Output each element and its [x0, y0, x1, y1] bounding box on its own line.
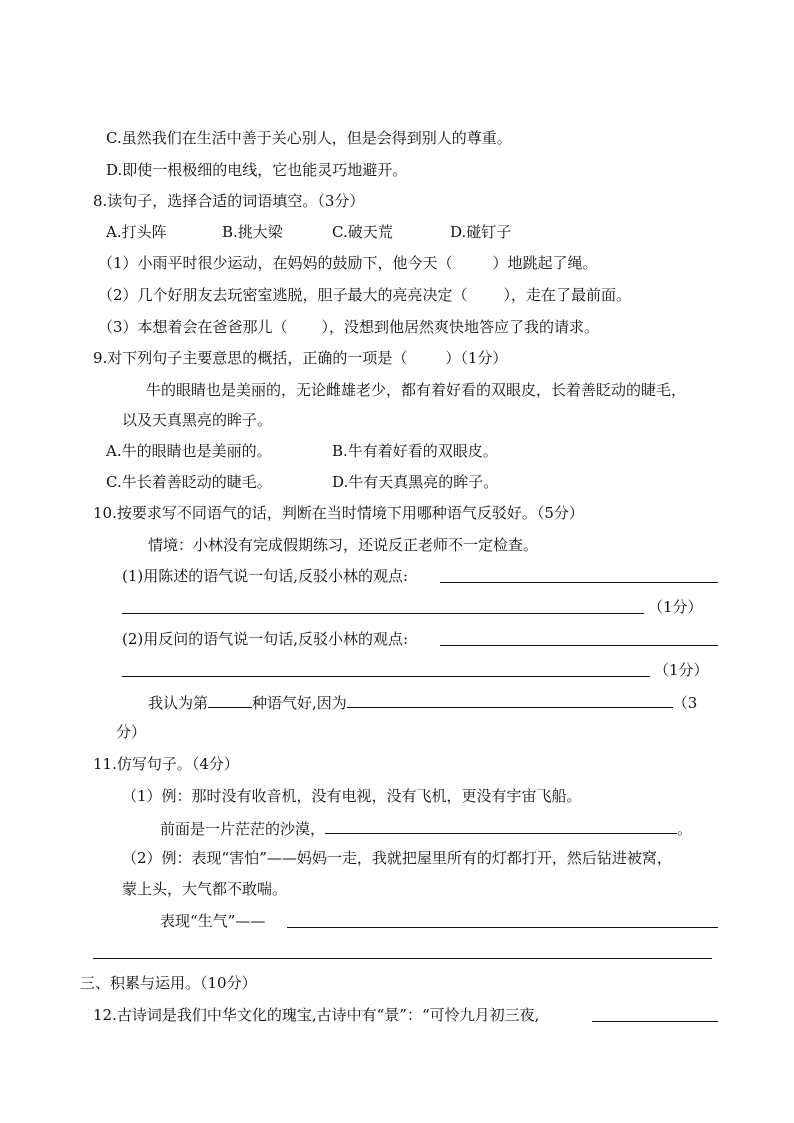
q11-title: 11.仿写句子。（4分） — [93, 755, 239, 773]
q10-part1-answer-line-2[interactable] — [122, 613, 644, 614]
q11-example-1-period: 。 — [677, 820, 693, 838]
q9-title — [93, 348, 507, 368]
q10-context: 情境：小林没有完成假期练习，还说反正老师不一定检查。 — [148, 536, 539, 554]
q11-example-1: （1）例：那时没有收音机，没有电视，没有飞机，更没有宇宙飞船。 — [122, 787, 582, 805]
q10-part1-prompt: (1)用陈述的语气说一句话,反驳小林的观点: — [122, 567, 409, 585]
q11-example-1-prompt: 前面是一片茫茫的沙漠， — [160, 820, 326, 838]
q9-passage-line-2: 以及天真黑亮的眸子。 — [122, 411, 273, 429]
q8-option-c: C.破天荒 — [332, 223, 393, 241]
q11-example-1-answer-blank[interactable] — [325, 817, 677, 834]
q8-sentence-1 — [98, 253, 598, 273]
q11-example-2-line-1: （2）例：表现“害怕”——妈妈一走，我就把屋里所有的灯都打开，然后钻进被窝， — [122, 849, 672, 867]
q10-judge-choice-blank[interactable] — [208, 691, 252, 708]
q10-part2-score: （1分） — [654, 661, 709, 679]
q10-part2-answer-line-2[interactable] — [122, 676, 650, 677]
q8-option-a: A.打头阵 — [106, 223, 167, 241]
q11-example-2-line-2: 蒙上头，大气都不敢喘。 — [122, 880, 288, 898]
q10-judge-line — [148, 691, 697, 711]
q8-option-b: B.挑大梁 — [222, 223, 283, 241]
q8-sentence-2-end: ），走在了最前面。 — [503, 286, 632, 304]
q10-part1-score: （1分） — [648, 598, 703, 616]
q10-judge-score-end: 分） — [116, 723, 147, 741]
q8-sentence-1-start: （1）小雨平时很少运动，在妈妈的鼓励下，他今天（ — [98, 254, 453, 272]
q11-example-2-answer-line-1[interactable] — [287, 927, 718, 928]
q9-option-b: B.牛有着好看的双眼皮。 — [332, 442, 498, 460]
q8-title: 8.读句子，选择合适的词语填空。（3分） — [93, 192, 365, 210]
q9-passage-line-1: 牛的眼睛也是美丽的，无论雌雄老少，都有着好看的双眼皮，长着善眨动的睫毛， — [146, 381, 687, 399]
q7-option-d: D.即使一根极细的电线，它也能灵巧地避开。 — [106, 161, 408, 179]
q10-part2-answer-line-1[interactable] — [440, 645, 718, 646]
q10-judge-reason-blank[interactable] — [347, 691, 673, 708]
q10-judge-start: 我认为第 — [148, 694, 209, 712]
q8-sentence-3-end: ），没想到他居然爽快地答应了我的请求。 — [321, 318, 600, 336]
q10-judge-score-start: （3 — [672, 694, 698, 712]
q10-part2-prompt: (2)用反问的语气说一句话,反驳小林的观点: — [122, 630, 409, 648]
q11-example-2-answer-line-2[interactable] — [93, 958, 712, 959]
q8-sentence-1-end: ）地跳起了绳。 — [492, 254, 598, 272]
q9-title-start: 9.对下列句子主要意思的概括，正确的一项是（ — [93, 349, 408, 367]
section-3-title: 三、积累与运用。（10分） — [80, 974, 257, 992]
q12-answer-line[interactable] — [592, 1021, 718, 1022]
q12-text: 12.古诗词是我们中华文化的瑰宝,古诗中有“景”：“可怜九月初三夜, — [93, 1006, 540, 1024]
q8-option-d: D.碰钉子 — [450, 223, 512, 241]
q10-judge-middle: 种语气好,因为 — [252, 694, 347, 712]
q8-sentence-2-start: （2）几个好朋友去玩密室逃脱，胆子最大的亮亮决定（ — [98, 286, 468, 304]
q10-title: 10.按要求写不同语气的话，判断在当时情境下用哪种语气反驳好。（5分） — [93, 504, 584, 522]
q9-option-a: A.牛的眼睛也是美丽的。 — [106, 442, 272, 460]
q11-example-2-prompt: 表现“生气”—— — [160, 912, 266, 930]
q9-option-c: C.牛长着善眨动的睫毛。 — [106, 473, 272, 491]
q8-sentence-3-start: （3）本想着会在爸爸那儿（ — [98, 318, 288, 336]
q10-part1-answer-line-1[interactable] — [440, 582, 718, 583]
q8-sentence-3 — [98, 317, 599, 337]
q11-example-1-prompt-line — [160, 817, 692, 837]
q9-title-end: ）（1分） — [445, 349, 508, 367]
q8-sentence-2 — [98, 285, 631, 305]
q7-option-c: C.虽然我们在生活中善于关心别人，但是会得到别人的尊重。 — [106, 129, 512, 147]
q9-option-d: D.牛有天真黑亮的眸子。 — [332, 473, 499, 491]
